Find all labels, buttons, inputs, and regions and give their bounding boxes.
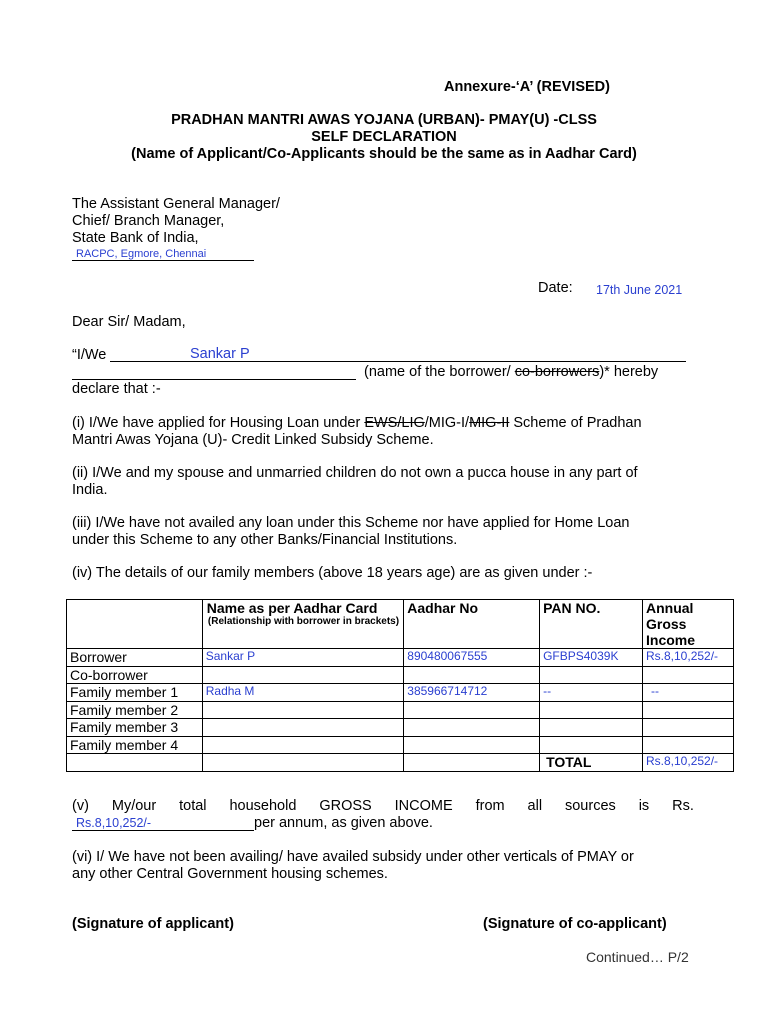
row-name: Sankar P — [202, 649, 404, 667]
row-aadhar: 890480067555 — [404, 649, 540, 667]
clause-5-word: Rs. — [672, 798, 694, 814]
clause-5-tail: per annum, as given above. — [254, 815, 433, 831]
row-aadhar — [404, 736, 540, 754]
table-header-row — [67, 600, 734, 649]
clause-5-word: GROSS — [319, 798, 372, 814]
row-aadhar — [404, 701, 540, 719]
header-aadhar: Aadhar No — [404, 600, 540, 649]
date-label: Date: — [538, 280, 573, 296]
header-name-label: Name as per Aadhar Card — [206, 600, 378, 616]
row-label: Family member 1 — [67, 684, 203, 702]
clause-5-word: (v) — [72, 798, 89, 814]
title-line-1: PRADHAN MANTRI AWAS YOJANA (URBAN)- PMAY(U) -CLSS — [171, 112, 597, 128]
declaration-suffix: (name of the borrower/ co-borrowers)* hereby — [364, 364, 659, 380]
table-row — [67, 736, 734, 754]
branch-field: RACPC, Egmore, Chennai — [72, 248, 254, 261]
row-label: Co-borrower — [67, 666, 203, 684]
clause-1-line-1: (i) I/We have applied for Housing Loan under EWS/LIG/MIG-I/MIG-II Scheme of Pradhan — [72, 415, 642, 431]
salutation: Dear Sir/ Madam, — [72, 314, 186, 330]
row-name — [202, 719, 404, 737]
total-label: TOTAL — [540, 754, 643, 772]
clause-2-line-2: India. — [72, 482, 108, 498]
clause-4: (iv) The details of our family members (above 18 years age) are as given under :- — [72, 565, 593, 581]
row-pan — [540, 701, 643, 719]
clause-5-word: household — [229, 798, 297, 814]
clause-5-word: is — [638, 798, 650, 814]
income-blank-line — [72, 830, 254, 831]
row-pan: -- — [540, 684, 643, 702]
header-blank — [67, 600, 203, 649]
family-details-table — [66, 599, 734, 772]
date-value: 17th June 2021 — [596, 283, 683, 297]
row-pan — [540, 666, 643, 684]
row-aadhar — [404, 719, 540, 737]
title-line-2: SELF DECLARATION — [311, 129, 457, 145]
row-income: Rs.8,10,252/- — [643, 649, 734, 667]
clause-5-line-1 — [72, 798, 694, 814]
table-row — [67, 666, 734, 684]
header-name — [202, 600, 404, 649]
table-row — [67, 649, 734, 667]
row-label: Family member 4 — [67, 736, 203, 754]
row-aadhar — [404, 666, 540, 684]
row-label: Family member 3 — [67, 719, 203, 737]
row-label: Borrower — [67, 649, 203, 667]
clause-6-line-1: (vi) I/ We have not been availing/ have availed subsidy under other verticals of PMAY or — [72, 849, 634, 865]
total-value: Rs.8,10,252/- — [643, 754, 734, 772]
row-name — [202, 736, 404, 754]
row-pan — [540, 719, 643, 737]
declaration-name: Sankar P — [190, 346, 250, 362]
clause-5-word: My/our — [111, 798, 157, 814]
clause-5-word: INCOME — [394, 798, 453, 814]
address-line-2: Chief/ Branch Manager, — [72, 213, 225, 229]
clause-2-line-1: (ii) I/We and my spouse and unmarried children do not own a pucca house in any part of — [72, 465, 638, 481]
clause-3-line-1: (iii) I/We have not availed any loan under this Scheme nor have applied for Home Loan — [72, 515, 630, 531]
clause-5-word: sources — [564, 798, 616, 814]
row-income: -- — [643, 684, 734, 702]
row-pan — [540, 736, 643, 754]
table-total-row — [67, 754, 734, 772]
table-row — [67, 719, 734, 737]
clause-1-line-2: Mantri Awas Yojana (U)- Credit Linked Subsidy Scheme. — [72, 432, 434, 448]
table-row — [67, 701, 734, 719]
total-blank-3 — [404, 754, 540, 772]
declaration-prefix: “I/We — [72, 347, 107, 363]
clause-6-line-2: any other Central Government housing schemes. — [72, 866, 388, 882]
clause-3-line-2: under this Scheme to any other Banks/Financial Institutions. — [72, 532, 458, 548]
signature-coapplicant: (Signature of co-applicant) — [483, 916, 667, 932]
row-pan: GFBPS4039K — [540, 649, 643, 667]
row-aadhar: 385966714712 — [404, 684, 540, 702]
declaration-blank-line — [72, 379, 356, 380]
total-blank-2 — [202, 754, 404, 772]
continued-label: Continued… P/2 — [586, 949, 689, 965]
signature-applicant: (Signature of applicant) — [72, 916, 234, 932]
row-income — [643, 701, 734, 719]
row-income — [643, 719, 734, 737]
row-name — [202, 701, 404, 719]
address-line-1: The Assistant General Manager/ — [72, 196, 280, 212]
total-blank-1 — [67, 754, 203, 772]
table-row — [67, 684, 734, 702]
row-income — [643, 736, 734, 754]
row-name — [202, 666, 404, 684]
header-pan: PAN NO. — [540, 600, 643, 649]
income-amount: Rs.8,10,252/- — [76, 816, 152, 830]
row-label: Family member 2 — [67, 701, 203, 719]
title-line-3: (Name of Applicant/Co-Applicants should be the same as in Aadhar Card) — [131, 146, 637, 162]
clause-5-word: all — [527, 798, 543, 814]
address-line-3: State Bank of India, — [72, 230, 199, 246]
clause-5-word: total — [179, 798, 207, 814]
declaration-line-3: declare that :- — [72, 381, 161, 397]
header-name-sub: (Relationship with borrower in brackets) — [207, 616, 400, 627]
row-income — [643, 666, 734, 684]
row-name: Radha M — [202, 684, 404, 702]
annexure-label: Annexure-‘A’ (REVISED) — [444, 79, 610, 95]
clause-5-word: from — [475, 798, 505, 814]
header-income: Annual Gross Income — [643, 600, 734, 649]
